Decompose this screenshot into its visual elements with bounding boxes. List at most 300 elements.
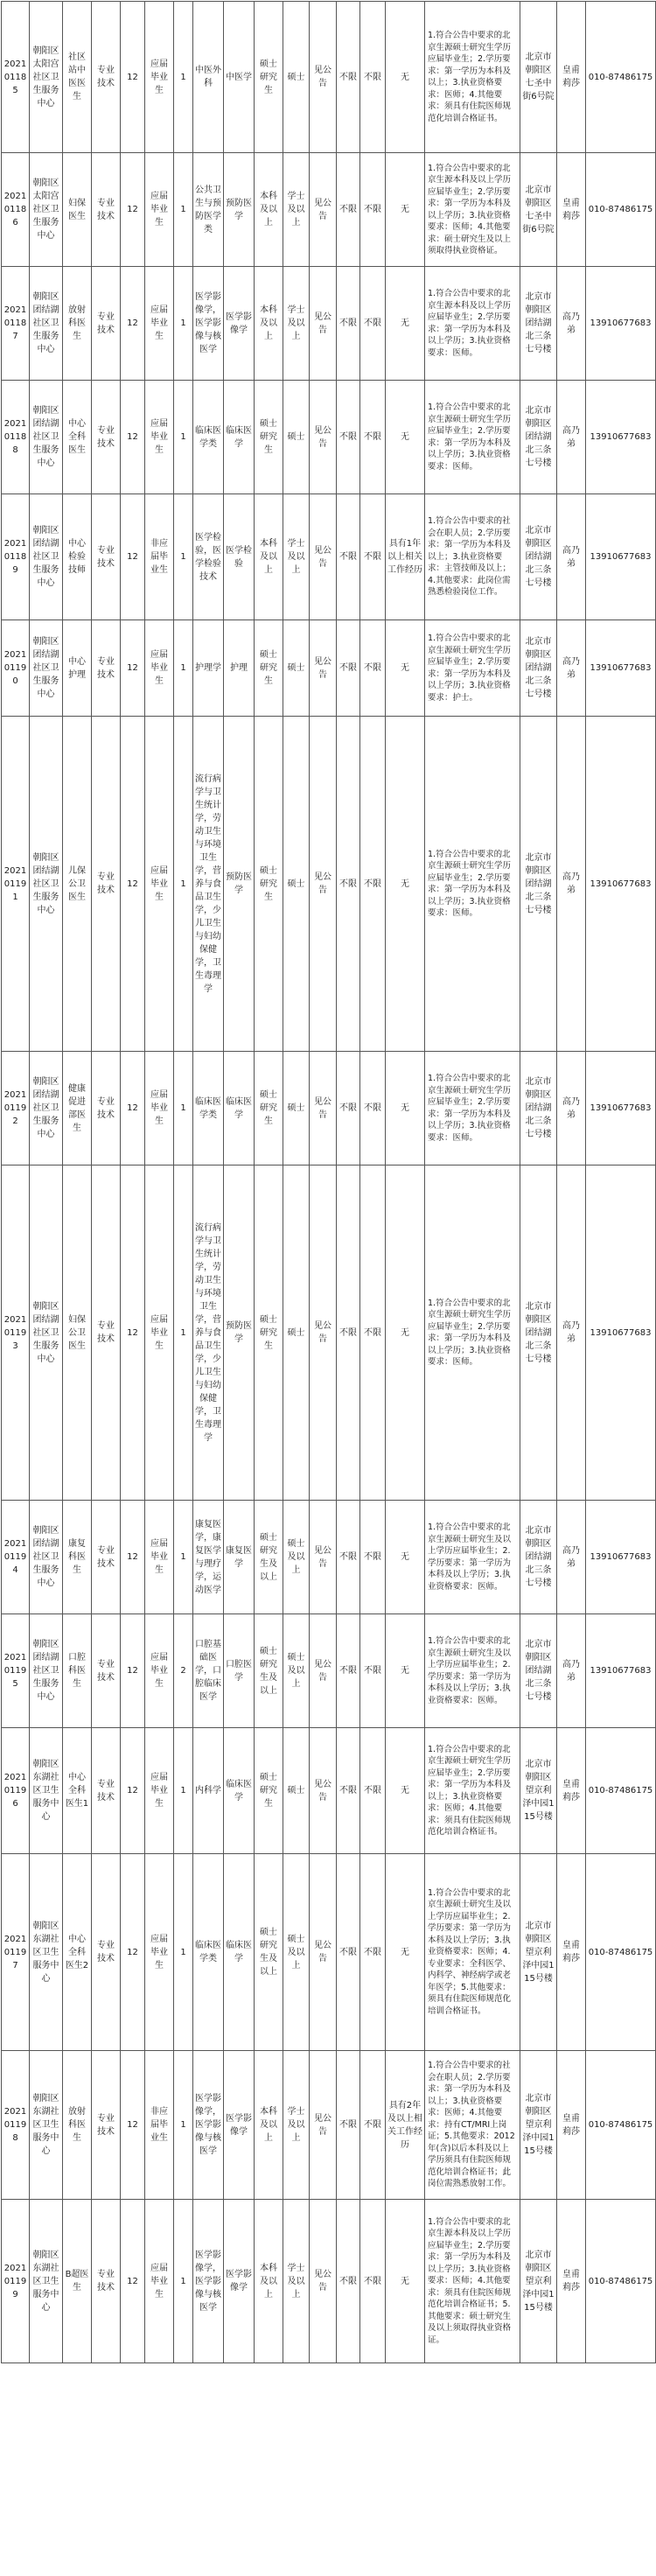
experience-cell: 无 xyxy=(386,2,425,153)
post-category-cell: 专业技术 xyxy=(92,1728,121,1854)
headcount-cell: 1 xyxy=(174,1501,193,1614)
major-category-cell: 口腔医学 xyxy=(224,1614,255,1728)
age-cell: 不限 xyxy=(337,153,360,267)
experience-cell: 无 xyxy=(386,1052,425,1166)
major-cell: 医学影像学，医学影像与核医学 xyxy=(193,267,224,381)
major-category-cell: 临床医学 xyxy=(224,1728,255,1854)
job-code-cell: 202101188 xyxy=(2,381,30,494)
post-category-cell: 专业技术 xyxy=(92,1052,121,1166)
employer-cell: 朝阳区东湖社区卫生服务中心 xyxy=(30,2051,63,2200)
major-category-cell: 医学检验 xyxy=(224,494,255,620)
experience-cell: 无 xyxy=(386,1501,425,1614)
major-cell: 临床医学类 xyxy=(193,1052,224,1166)
contact-name-cell: 高乃弟 xyxy=(557,1166,586,1501)
contact-name-cell: 高乃弟 xyxy=(557,620,586,717)
residence-cell: 不限 xyxy=(360,620,386,717)
residence-cell: 不限 xyxy=(360,153,386,267)
address-cell: 北京市朝阳区七圣中街6号院 xyxy=(520,153,557,267)
post-level-cell: 12 xyxy=(121,2,145,153)
post-level-cell: 12 xyxy=(121,1166,145,1501)
requirements-cell: 1.符合公告中要求的北京生源硕士研究生学历应届毕业生；2.学历要求：第一学历为本科及以上；3.执业资格要求：医师；4.其他要求：须具有住院医师规范化培训合格证书。 xyxy=(425,2,520,153)
contact-name-cell: 皇甫莉莎 xyxy=(557,1728,586,1854)
table-row xyxy=(2,381,656,494)
residence-cell: 不限 xyxy=(360,2,386,153)
post-name-cell: 中心护理 xyxy=(63,620,92,717)
political-status-cell: 见公告 xyxy=(310,2051,337,2200)
requirements-cell: 1.符合公告中要求的北京生源本科及以上学历应届毕业生；2.学历要求：第一学历为本科及以上学历；3.执业资格要求：医师。 xyxy=(425,267,520,381)
experience-cell: 无 xyxy=(386,1728,425,1854)
education-cell: 本科及以上 xyxy=(255,2200,283,2363)
education-cell: 硕士研究生及以上 xyxy=(255,1501,283,1614)
post-level-cell: 12 xyxy=(121,2051,145,2200)
major-category-cell: 护理 xyxy=(224,620,255,717)
post-category-cell: 专业技术 xyxy=(92,2051,121,2200)
experience-cell: 无 xyxy=(386,267,425,381)
political-status-cell: 见公告 xyxy=(310,1166,337,1501)
residence-cell: 不限 xyxy=(360,267,386,381)
contact-name-cell: 高乃弟 xyxy=(557,717,586,1052)
phone-cell: 010-87486175 xyxy=(586,2051,656,2200)
requirements-cell: 1.符合公告中要求的北京生源硕士研究生学历应届毕业生；2.学历要求：第一学历为本科及以上学历；3.执业资格要求：医师。 xyxy=(425,1166,520,1501)
political-status-cell: 见公告 xyxy=(310,494,337,620)
employer-cell: 朝阳区东湖社区卫生服务中心 xyxy=(30,2200,63,2363)
major-cell: 护理学 xyxy=(193,620,224,717)
degree-cell: 学士及以上 xyxy=(283,494,310,620)
major-cell: 流行病学与卫生统计学，劳动卫生与环境卫生学，营养与食品卫生学，少儿卫生与妇幼保健学，卫生毒理学 xyxy=(193,1166,224,1501)
experience-cell: 无 xyxy=(386,620,425,717)
requirements-cell: 1.符合公告中要求的北京生源本科及以上学历应届毕业生；2.学历要求：第一学历为本科及以上学历；3.执业资格要求：医师；4.其他要求：硕士研究生及以上须取得执业资格证。 xyxy=(425,153,520,267)
post-category-cell: 专业技术 xyxy=(92,267,121,381)
candidate-source-cell: 应届毕业生 xyxy=(145,2200,174,2363)
employer-cell: 朝阳区团结湖社区卫生服务中心 xyxy=(30,717,63,1052)
education-cell: 硕士研究生 xyxy=(255,620,283,717)
employer-cell: 朝阳区团结湖社区卫生服务中心 xyxy=(30,620,63,717)
age-cell: 不限 xyxy=(337,2,360,153)
address-cell: 北京市朝阳区团结湖北三条七号楼 xyxy=(520,1614,557,1728)
post-level-cell: 12 xyxy=(121,1052,145,1166)
requirements-cell: 1.符合公告中要求的北京生源硕士研究生及以上学历应届毕业生；2.学历要求：第一学历为本科及以上学历；3.执业资格要求：医师。 xyxy=(425,1501,520,1614)
employer-cell: 朝阳区东湖社区卫生服务中心 xyxy=(30,1854,63,2051)
residence-cell: 不限 xyxy=(360,2200,386,2363)
headcount-cell: 1 xyxy=(174,494,193,620)
contact-name-cell: 皇甫莉莎 xyxy=(557,2200,586,2363)
post-name-cell: 口腔科医生 xyxy=(63,1614,92,1728)
phone-cell: 13910677683 xyxy=(586,494,656,620)
employer-cell: 朝阳区团结湖社区卫生服务中心 xyxy=(30,1166,63,1501)
headcount-cell: 1 xyxy=(174,1052,193,1166)
age-cell: 不限 xyxy=(337,1854,360,2051)
political-status-cell: 见公告 xyxy=(310,381,337,494)
contact-name-cell: 皇甫莉莎 xyxy=(557,2051,586,2200)
table-row xyxy=(2,620,656,717)
post-level-cell: 12 xyxy=(121,153,145,267)
post-name-cell: B超医生 xyxy=(63,2200,92,2363)
experience-cell: 无 xyxy=(386,717,425,1052)
contact-name-cell: 皇甫莉莎 xyxy=(557,153,586,267)
job-code-cell: 202101192 xyxy=(2,1052,30,1166)
post-category-cell: 专业技术 xyxy=(92,381,121,494)
requirements-cell: 1.符合公告中要求的社会在职人员；2.学历要求：第一学历为本科及以上；3.执业资格要求：主管技师及以上；4.其他要求：此岗位需熟悉检验岗位工作。 xyxy=(425,494,520,620)
table-row xyxy=(2,717,656,1052)
education-cell: 硕士研究生 xyxy=(255,1166,283,1501)
residence-cell: 不限 xyxy=(360,1728,386,1854)
post-category-cell: 专业技术 xyxy=(92,620,121,717)
political-status-cell: 见公告 xyxy=(310,1501,337,1614)
job-code-cell: 202101197 xyxy=(2,1854,30,2051)
candidate-source-cell: 非应届毕业生 xyxy=(145,494,174,620)
major-cell: 临床医学类 xyxy=(193,381,224,494)
job-code-cell: 202101191 xyxy=(2,717,30,1052)
employer-cell: 朝阳区东湖社区卫生服务中心 xyxy=(30,1728,63,1854)
age-cell: 不限 xyxy=(337,1501,360,1614)
experience-cell: 无 xyxy=(386,153,425,267)
table-row xyxy=(2,153,656,267)
table-row xyxy=(2,2,656,153)
education-cell: 本科及以上 xyxy=(255,2051,283,2200)
candidate-source-cell: 应届毕业生 xyxy=(145,1854,174,2051)
post-name-cell: 中心全科医生2 xyxy=(63,1854,92,2051)
major-category-cell: 预防医学 xyxy=(224,1166,255,1501)
phone-cell: 010-87486175 xyxy=(586,2,656,153)
major-category-cell: 医学影像学 xyxy=(224,2200,255,2363)
age-cell: 不限 xyxy=(337,2200,360,2363)
headcount-cell: 1 xyxy=(174,2200,193,2363)
age-cell: 不限 xyxy=(337,1052,360,1166)
job-code-cell: 202101187 xyxy=(2,267,30,381)
headcount-cell: 1 xyxy=(174,717,193,1052)
requirements-cell: 1.符合公告中要求的北京生源硕士研究生及以上学历应届毕业生；2.学历要求：第一学历为本科及以上学历；3.执业资格要求：医师；4.专业要求：全科医学、内科学、神经病学或老年医学；5.其他要求：须具有住院医师规范化培训合格证书。 xyxy=(425,1854,520,2051)
contact-name-cell: 高乃弟 xyxy=(557,1052,586,1166)
requirements-cell: 1.符合公告中要求的北京生源硕士研究生及以上学历应届毕业生；2.学历要求：第一学历为本科及以上学历；3.执业资格要求：医师。 xyxy=(425,1614,520,1728)
post-name-cell: 中心全科医生 xyxy=(63,381,92,494)
table-row xyxy=(2,1614,656,1728)
address-cell: 北京市朝阳区望京利泽中园115号楼 xyxy=(520,1854,557,2051)
post-name-cell: 放射科医生 xyxy=(63,267,92,381)
phone-cell: 010-87486175 xyxy=(586,153,656,267)
job-code-cell: 202101186 xyxy=(2,153,30,267)
experience-cell: 无 xyxy=(386,1854,425,2051)
age-cell: 不限 xyxy=(337,717,360,1052)
degree-cell: 硕士 xyxy=(283,717,310,1052)
post-level-cell: 12 xyxy=(121,1614,145,1728)
post-name-cell: 康复科医生 xyxy=(63,1501,92,1614)
major-category-cell: 医学影像学 xyxy=(224,2051,255,2200)
table-row xyxy=(2,1501,656,1614)
employer-cell: 朝阳区团结湖社区卫生服务中心 xyxy=(30,1052,63,1166)
job-code-cell: 202101185 xyxy=(2,2,30,153)
degree-cell: 硕士 xyxy=(283,1052,310,1166)
age-cell: 不限 xyxy=(337,1614,360,1728)
candidate-source-cell: 应届毕业生 xyxy=(145,267,174,381)
contact-name-cell: 高乃弟 xyxy=(557,267,586,381)
phone-cell: 13910677683 xyxy=(586,620,656,717)
job-code-cell: 202101190 xyxy=(2,620,30,717)
post-name-cell: 社区站中医医生 xyxy=(63,2,92,153)
political-status-cell: 见公告 xyxy=(310,153,337,267)
political-status-cell: 见公告 xyxy=(310,2200,337,2363)
education-cell: 本科及以上 xyxy=(255,153,283,267)
contact-name-cell: 皇甫莉莎 xyxy=(557,1854,586,2051)
address-cell: 北京市朝阳区望京利泽中园115号楼 xyxy=(520,1728,557,1854)
address-cell: 北京市朝阳区团结湖北三条七号楼 xyxy=(520,494,557,620)
major-cell: 医学影像学，医学影像与核医学 xyxy=(193,2200,224,2363)
post-category-cell: 专业技术 xyxy=(92,1166,121,1501)
post-category-cell: 专业技术 xyxy=(92,153,121,267)
post-level-cell: 12 xyxy=(121,1728,145,1854)
experience-cell: 具有2年及以上相关工作经历 xyxy=(386,2051,425,2200)
headcount-cell: 2 xyxy=(174,1614,193,1728)
post-level-cell: 12 xyxy=(121,717,145,1052)
table-row xyxy=(2,2051,656,2200)
political-status-cell: 见公告 xyxy=(310,1728,337,1854)
political-status-cell: 见公告 xyxy=(310,620,337,717)
address-cell: 北京市朝阳区望京利泽中园115号楼 xyxy=(520,2200,557,2363)
post-level-cell: 12 xyxy=(121,2200,145,2363)
major-cell: 内科学 xyxy=(193,1728,224,1854)
headcount-cell: 1 xyxy=(174,2051,193,2200)
post-level-cell: 12 xyxy=(121,620,145,717)
age-cell: 不限 xyxy=(337,620,360,717)
education-cell: 本科及以上 xyxy=(255,494,283,620)
post-level-cell: 12 xyxy=(121,1501,145,1614)
degree-cell: 学士及以上 xyxy=(283,2200,310,2363)
headcount-cell: 1 xyxy=(174,620,193,717)
residence-cell: 不限 xyxy=(360,1854,386,2051)
experience-cell: 无 xyxy=(386,381,425,494)
major-cell: 公共卫生与预防医学类 xyxy=(193,153,224,267)
degree-cell: 硕士 xyxy=(283,381,310,494)
residence-cell: 不限 xyxy=(360,494,386,620)
address-cell: 北京市朝阳区团结湖北三条七号楼 xyxy=(520,267,557,381)
experience-cell: 具有1年以上相关工作经历 xyxy=(386,494,425,620)
residence-cell: 不限 xyxy=(360,1052,386,1166)
degree-cell: 硕士 xyxy=(283,1728,310,1854)
candidate-source-cell: 应届毕业生 xyxy=(145,381,174,494)
address-cell: 北京市朝阳区团结湖北三条七号楼 xyxy=(520,1166,557,1501)
requirements-cell: 1.符合公告中要求的北京生源硕士研究生学历应届毕业生；2.学历要求：第一学历为本科及以上学历；3.执业资格要求：医师。 xyxy=(425,381,520,494)
requirements-cell: 1.符合公告中要求的北京生源硕士研究生学历应届毕业生；2.学历要求：第一学历为本科及以上学历；3.执业资格要求：护士。 xyxy=(425,620,520,717)
table-row xyxy=(2,267,656,381)
table-row xyxy=(2,1854,656,2051)
education-cell: 本科及以上 xyxy=(255,267,283,381)
phone-cell: 13910677683 xyxy=(586,267,656,381)
education-cell: 硕士研究生 xyxy=(255,1728,283,1854)
headcount-cell: 1 xyxy=(174,1854,193,2051)
job-code-cell: 202101195 xyxy=(2,1614,30,1728)
degree-cell: 硕士 xyxy=(283,2,310,153)
political-status-cell: 见公告 xyxy=(310,1614,337,1728)
requirements-cell: 1.符合公告中要求的社会在职人员；2.学历要求：第一学历为本科及以上；3.执业资格要求：医师；4.其他要求：持有CT/MRI上岗证；5.其他要求：2012年(含)以后本科及以上学历须具有住院医师规范化培训合格证书；此岗位需熟悉放射工作。 xyxy=(425,2051,520,2200)
address-cell: 北京市朝阳区团结湖北三条七号楼 xyxy=(520,1501,557,1614)
major-cell: 康复医学，康复医学与理疗学，运动医学 xyxy=(193,1501,224,1614)
candidate-source-cell: 应届毕业生 xyxy=(145,2,174,153)
degree-cell: 硕士 xyxy=(283,1166,310,1501)
table-row xyxy=(2,1728,656,1854)
headcount-cell: 1 xyxy=(174,1728,193,1854)
post-name-cell: 中心检验技师 xyxy=(63,494,92,620)
headcount-cell: 1 xyxy=(174,153,193,267)
requirements-cell: 1.符合公告中要求的北京生源硕士研究生学历应届毕业生；2.学历要求：第一学历为本科及以上；3.执业资格要求：医师；4.其他要求：须具有住院医师规范化培训合格证书。 xyxy=(425,1728,520,1854)
education-cell: 硕士研究生及以上 xyxy=(255,1614,283,1728)
job-code-cell: 202101189 xyxy=(2,494,30,620)
candidate-source-cell: 应届毕业生 xyxy=(145,717,174,1052)
post-category-cell: 专业技术 xyxy=(92,494,121,620)
major-category-cell: 临床医学 xyxy=(224,1052,255,1166)
major-category-cell: 预防医学 xyxy=(224,153,255,267)
post-level-cell: 12 xyxy=(121,381,145,494)
post-level-cell: 12 xyxy=(121,494,145,620)
phone-cell: 13910677683 xyxy=(586,1052,656,1166)
contact-name-cell: 高乃弟 xyxy=(557,494,586,620)
candidate-source-cell: 应届毕业生 xyxy=(145,1501,174,1614)
employer-cell: 朝阳区团结湖社区卫生服务中心 xyxy=(30,1501,63,1614)
headcount-cell: 1 xyxy=(174,267,193,381)
phone-cell: 13910677683 xyxy=(586,1614,656,1728)
employer-cell: 朝阳区太阳宫社区卫生服务中心 xyxy=(30,2,63,153)
major-cell: 口腔基础医学，口腔临床医学 xyxy=(193,1614,224,1728)
phone-cell: 010-87486175 xyxy=(586,1728,656,1854)
table-row xyxy=(2,1166,656,1501)
post-category-cell: 专业技术 xyxy=(92,1854,121,2051)
phone-cell: 010-87486175 xyxy=(586,1854,656,2051)
table-row xyxy=(2,1052,656,1166)
residence-cell: 不限 xyxy=(360,381,386,494)
post-category-cell: 专业技术 xyxy=(92,1501,121,1614)
candidate-source-cell: 应届毕业生 xyxy=(145,1614,174,1728)
post-level-cell: 12 xyxy=(121,1854,145,2051)
residence-cell: 不限 xyxy=(360,1166,386,1501)
job-code-cell: 202101199 xyxy=(2,2200,30,2363)
requirements-cell: 1.符合公告中要求的北京生源本科及以上学历应届毕业生；2.学历要求：第一学历为本科及以上学历；3.执业资格要求：医师；4.其他要求：须具有住院医师规范化培训合格证书；5.其他要求：硕士研究生及以上须取得执业资格证。 xyxy=(425,2200,520,2363)
table-row xyxy=(2,2200,656,2363)
contact-name-cell: 高乃弟 xyxy=(557,381,586,494)
degree-cell: 学士及以上 xyxy=(283,267,310,381)
age-cell: 不限 xyxy=(337,1728,360,1854)
table-row xyxy=(2,494,656,620)
major-cell: 医学影像学，医学影像与核医学 xyxy=(193,2051,224,2200)
education-cell: 硕士研究生 xyxy=(255,2,283,153)
major-category-cell: 医学影像学 xyxy=(224,267,255,381)
political-status-cell: 见公告 xyxy=(310,267,337,381)
education-cell: 硕士研究生 xyxy=(255,1052,283,1166)
degree-cell: 硕士及以上 xyxy=(283,1614,310,1728)
headcount-cell: 1 xyxy=(174,381,193,494)
major-category-cell: 中医学 xyxy=(224,2,255,153)
major-category-cell: 预防医学 xyxy=(224,717,255,1052)
candidate-source-cell: 应届毕业生 xyxy=(145,1052,174,1166)
political-status-cell: 见公告 xyxy=(310,2,337,153)
major-category-cell: 临床医学 xyxy=(224,381,255,494)
contact-name-cell: 高乃弟 xyxy=(557,1614,586,1728)
experience-cell: 无 xyxy=(386,1166,425,1501)
age-cell: 不限 xyxy=(337,494,360,620)
experience-cell: 无 xyxy=(386,2200,425,2363)
requirements-cell: 1.符合公告中要求的北京生源硕士研究生学历应届毕业生；2.学历要求：第一学历为本科及以上学历；3.执业资格要求：医师。 xyxy=(425,1052,520,1166)
job-code-cell: 202101194 xyxy=(2,1501,30,1614)
requirements-cell: 1.符合公告中要求的北京生源硕士研究生学历应届毕业生；2.学历要求：第一学历为本科及以上学历；3.执业资格要求：医师。 xyxy=(425,717,520,1052)
candidate-source-cell: 应届毕业生 xyxy=(145,153,174,267)
phone-cell: 13910677683 xyxy=(586,381,656,494)
post-name-cell: 健康促进部医生 xyxy=(63,1052,92,1166)
job-code-cell: 202101193 xyxy=(2,1166,30,1501)
address-cell: 北京市朝阳区团结湖北三条七号楼 xyxy=(520,381,557,494)
candidate-source-cell: 非应届毕业生 xyxy=(145,2051,174,2200)
residence-cell: 不限 xyxy=(360,1614,386,1728)
candidate-source-cell: 应届毕业生 xyxy=(145,620,174,717)
candidate-source-cell: 应届毕业生 xyxy=(145,1166,174,1501)
post-name-cell: 妇保公卫医生 xyxy=(63,1166,92,1501)
contact-name-cell: 皇甫莉莎 xyxy=(557,2,586,153)
phone-cell: 13910677683 xyxy=(586,1501,656,1614)
political-status-cell: 见公告 xyxy=(310,717,337,1052)
post-category-cell: 专业技术 xyxy=(92,2200,121,2363)
major-cell: 流行病学与卫生统计学，劳动卫生与环境卫生学，营养与食品卫生学，少儿卫生与妇幼保健学，卫生毒理学 xyxy=(193,717,224,1052)
employer-cell: 朝阳区团结湖社区卫生服务中心 xyxy=(30,381,63,494)
age-cell: 不限 xyxy=(337,2051,360,2200)
address-cell: 北京市朝阳区望京利泽中园115号楼 xyxy=(520,2051,557,2200)
post-name-cell: 妇保医生 xyxy=(63,153,92,267)
job-code-cell: 202101198 xyxy=(2,2051,30,2200)
job-positions-table xyxy=(1,1,656,2363)
major-cell: 临床医学类 xyxy=(193,1854,224,2051)
post-name-cell: 儿保公卫医生 xyxy=(63,717,92,1052)
degree-cell: 学士及以上 xyxy=(283,2051,310,2200)
political-status-cell: 见公告 xyxy=(310,1052,337,1166)
major-category-cell: 临床医学 xyxy=(224,1854,255,2051)
headcount-cell: 1 xyxy=(174,2,193,153)
post-name-cell: 放射科医生 xyxy=(63,2051,92,2200)
post-category-cell: 专业技术 xyxy=(92,1614,121,1728)
residence-cell: 不限 xyxy=(360,2051,386,2200)
age-cell: 不限 xyxy=(337,267,360,381)
degree-cell: 硕士及以上 xyxy=(283,1854,310,2051)
address-cell: 北京市朝阳区团结湖北三条七号楼 xyxy=(520,1052,557,1166)
post-level-cell: 12 xyxy=(121,267,145,381)
residence-cell: 不限 xyxy=(360,1501,386,1614)
job-code-cell: 202101196 xyxy=(2,1728,30,1854)
address-cell: 北京市朝阳区团结湖北三条七号楼 xyxy=(520,620,557,717)
contact-name-cell: 高乃弟 xyxy=(557,1501,586,1614)
phone-cell: 010-87486175 xyxy=(586,2200,656,2363)
post-category-cell: 专业技术 xyxy=(92,2,121,153)
education-cell: 硕士研究生 xyxy=(255,717,283,1052)
major-cell: 医学检验，医学检验技术 xyxy=(193,494,224,620)
candidate-source-cell: 应届毕业生 xyxy=(145,1728,174,1854)
age-cell: 不限 xyxy=(337,381,360,494)
major-category-cell: 康复医学 xyxy=(224,1501,255,1614)
age-cell: 不限 xyxy=(337,1166,360,1501)
employer-cell: 朝阳区团结湖社区卫生服务中心 xyxy=(30,267,63,381)
degree-cell: 硕士 xyxy=(283,620,310,717)
address-cell: 北京市朝阳区团结湖北三条七号楼 xyxy=(520,717,557,1052)
major-cell: 中医外科 xyxy=(193,2,224,153)
post-category-cell: 专业技术 xyxy=(92,717,121,1052)
education-cell: 硕士研究生及以上 xyxy=(255,1854,283,2051)
phone-cell: 13910677683 xyxy=(586,1166,656,1501)
residence-cell: 不限 xyxy=(360,717,386,1052)
address-cell: 北京市朝阳区七圣中街6号院 xyxy=(520,2,557,153)
degree-cell: 硕士及以上 xyxy=(283,1501,310,1614)
headcount-cell: 1 xyxy=(174,1166,193,1501)
post-name-cell: 中心全科医生1 xyxy=(63,1728,92,1854)
employer-cell: 朝阳区团结湖社区卫生服务中心 xyxy=(30,1614,63,1728)
experience-cell: 无 xyxy=(386,1614,425,1728)
phone-cell: 13910677683 xyxy=(586,717,656,1052)
employer-cell: 朝阳区团结湖社区卫生服务中心 xyxy=(30,494,63,620)
political-status-cell: 见公告 xyxy=(310,1854,337,2051)
employer-cell: 朝阳区太阳宫社区卫生服务中心 xyxy=(30,153,63,267)
degree-cell: 学士及以上 xyxy=(283,153,310,267)
